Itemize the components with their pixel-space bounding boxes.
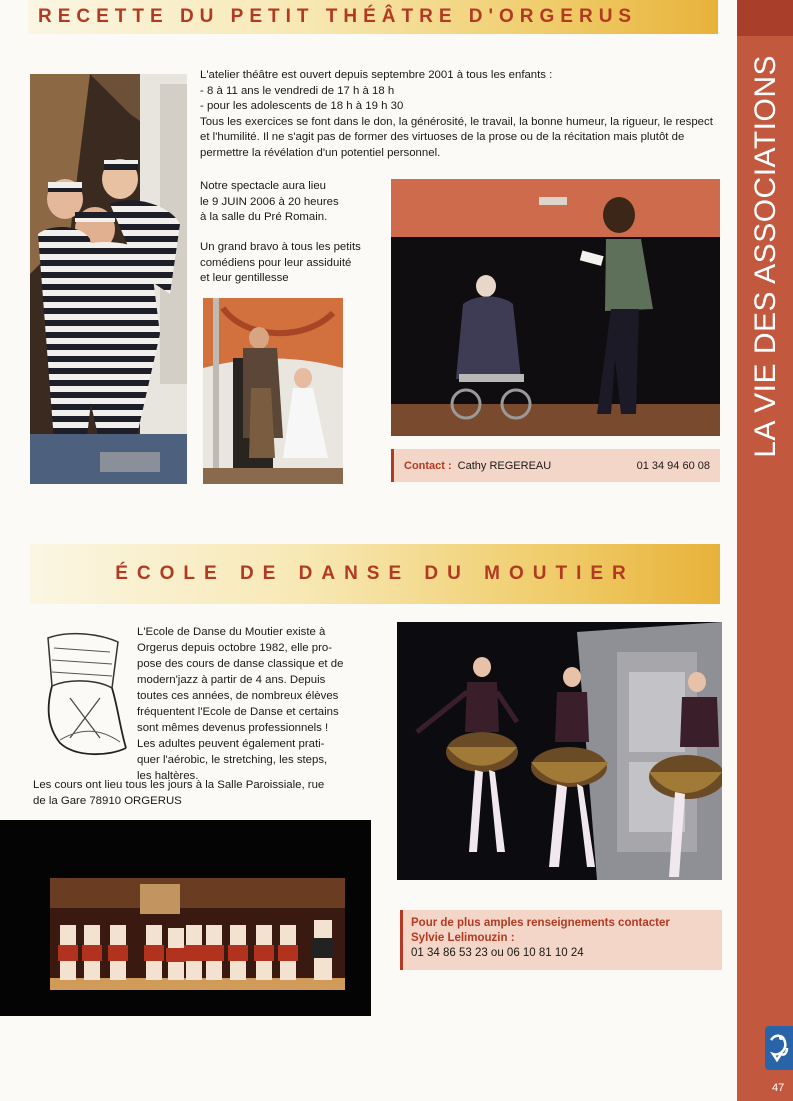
danse-line: les haltères. xyxy=(137,770,199,782)
danse-line: modern'jazz à partir de 4 ans. Depuis xyxy=(137,674,326,686)
side-band-top-block xyxy=(737,0,793,36)
contact-name: Cathy REGEREAU xyxy=(457,459,552,472)
side-title-text: LA VIE DES ASSOCIATIONS xyxy=(749,54,782,458)
show-line: à la salle du Pré Romain. xyxy=(200,211,328,223)
theatre-title: RECETTE DU PETIT THÉÂTRE D'ORGERUS xyxy=(38,6,638,27)
theatre-intro xyxy=(200,68,720,161)
photo-danse-stage-group xyxy=(0,820,371,1016)
contact-phone: 01 34 94 60 08 xyxy=(636,459,710,472)
coq-logo-icon xyxy=(765,1026,793,1070)
cours-line: Les cours ont lieu tous les jours à la Salle Paroissiale, rue xyxy=(33,779,325,791)
info-line-1: Pour de plus amples renseignements contacter xyxy=(411,917,670,929)
danse-cours-info xyxy=(33,777,363,809)
show-line: Notre spectacle aura lieu xyxy=(200,180,326,192)
bravo-line: comédiens pour leur assiduité xyxy=(200,256,352,269)
photo-theatre-costume-scene xyxy=(203,298,343,484)
cours-line: de la Gare 78910 ORGERUS xyxy=(33,795,182,807)
danse-line: fréquentent l'Ecole de Danse et certains xyxy=(137,706,339,718)
contact-label: Contact : xyxy=(404,459,452,472)
intro-line: - 8 à 11 ans le vendredi de 17 h à 18 h xyxy=(200,84,395,97)
danse-line: Les adultes peuvent également prati- xyxy=(137,738,325,750)
theatre-title-bar xyxy=(28,0,718,34)
photo-danse-ballet xyxy=(397,622,722,880)
danse-description xyxy=(137,624,358,784)
intro-line: L'atelier théâtre est ouvert depuis septembre 2001 à tous les enfants : xyxy=(200,69,553,81)
theatre-show-info xyxy=(200,179,385,226)
intro-paragraph: Tous les exercices se font dans le don, la générosité, le travail, la bonne humeur, la rigueur, le respect et l'humilité. Il ne s'agit pas de former des virtuoses de la prose ou de la récitation mais plutôt de permettre la révélation d'un potentiel personnel. xyxy=(200,115,713,159)
danse-title: ÉCOLE DE DANSE DU MOUTIER xyxy=(115,563,635,584)
ballet-shoes-drawing xyxy=(40,628,132,762)
danse-line: Orgerus depuis octobre 1982, elle pro- xyxy=(137,642,333,654)
show-line: le 9 JUIN 2006 à 20 heures xyxy=(200,195,339,208)
theatre-bravo xyxy=(200,240,385,287)
bravo-line: et leur gentillesse xyxy=(200,272,289,284)
info-line-2: Sylvie Lelimouzin : xyxy=(411,932,515,944)
danse-line: sont mêmes devenus professionnels ! xyxy=(137,722,329,734)
section-title-vertical xyxy=(742,46,790,466)
info-phones: 01 34 86 53 23 ou 06 10 81 10 24 xyxy=(411,947,584,959)
danse-line: L'Ecole de Danse du Moutier existe à xyxy=(137,626,326,638)
bravo-line: Un grand bravo à tous les petits xyxy=(200,241,361,253)
danse-title-bar xyxy=(30,544,720,604)
danse-line: quer l'aérobic, le stretching, les steps, xyxy=(137,754,328,766)
photo-theatre-striped-costumes xyxy=(30,74,187,484)
page-number: 47 xyxy=(772,1082,785,1094)
intro-line: - pour les adolescents de 18 h à 19 h 30 xyxy=(200,100,404,112)
photo-theatre-stage-performance xyxy=(391,179,720,436)
danse-info-box xyxy=(400,910,722,970)
danse-line: pose des cours de danse classique et de xyxy=(137,658,344,670)
theatre-contact-bar xyxy=(391,449,720,482)
danse-line: toutes ces années, de nombreux élèves xyxy=(137,690,339,702)
